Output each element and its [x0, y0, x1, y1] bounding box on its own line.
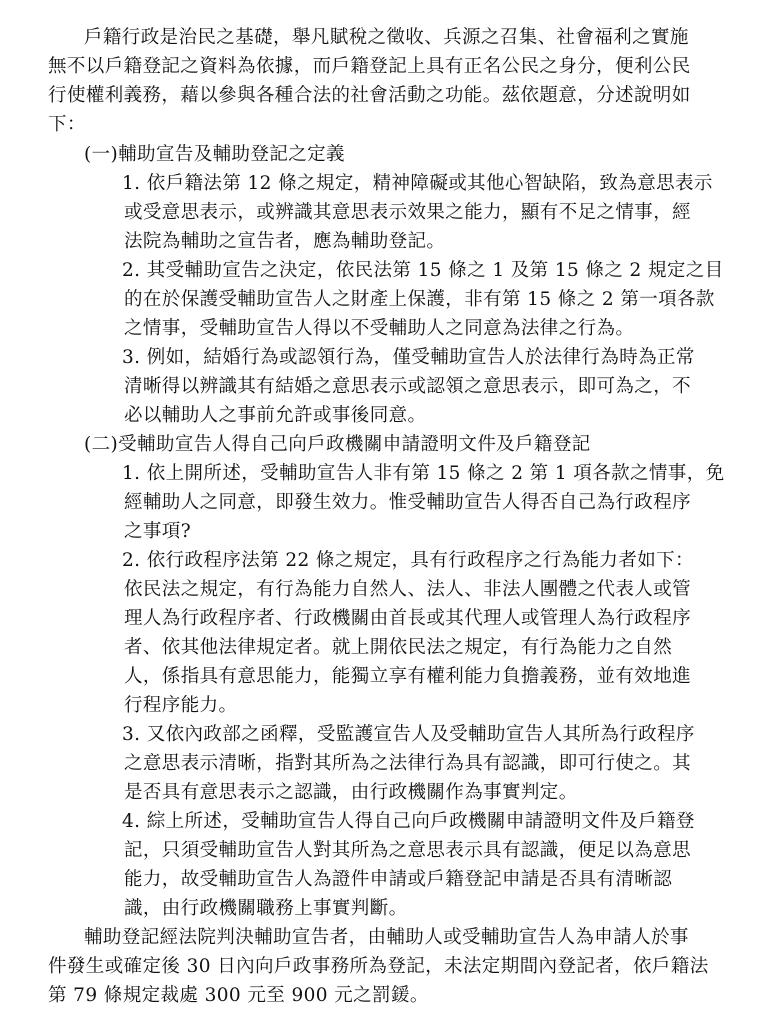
section-1-heading: (一)輔助宣告及輔助登記之定義: [84, 144, 345, 165]
s2-item-1-line-2: 經輔助人之同意，即發生效力。惟受輔助宣告人得否自己為行政程序: [124, 492, 692, 513]
s1-item-2-line-1: 2. 其受輔助宣告之決定，依民法第 15 條之 1 及第 15 條之 2 規定之目: [122, 260, 724, 281]
s2-item-3-line-3: 是否具有意思表示之認識，由行政機關作為事實判定。: [124, 782, 578, 803]
intro-line-3: 行使權利義務，藉以參與各種合法的社會活動之功能。茲依題意，分述說明如: [48, 85, 691, 106]
closing-line-1: 輔助登記經法院判決輔助宣告者，由輔助人或受輔助宣告人為申請人於事: [84, 927, 689, 948]
s1-item-1-line-3: 法院為輔助之宣告者，應為輔助登記。: [124, 231, 446, 252]
s2-item-1-line-3: 之事項?: [124, 521, 192, 542]
s2-item-4-line-1: 4. 綜上所述，受輔助宣告人得自己向戶政機關申請證明文件及戶籍登: [122, 811, 695, 832]
s2-item-2-line-1: 2. 依行政程序法第 22 條之規定，具有行政程序之行為能力者如下：: [122, 550, 694, 571]
section-2-heading: (二)受輔助宣告人得自己向戶政機關申請證明文件及戶籍登記: [84, 434, 591, 455]
intro-line-2: 無不以戶籍登記之資料為依據，而戶籍登記上具有正名公民之身分，便利公民: [48, 56, 691, 77]
intro-line-1: 戶籍行政是治民之基礎，舉凡賦稅之徵收、兵源之召集、社會福利之實施: [84, 27, 689, 48]
intro-line-4: 下：: [48, 114, 86, 135]
s1-item-1-line-1: 1. 依戶籍法第 12 條之規定，精神障礙或其他心智缺陷，致為意思表示: [122, 173, 713, 194]
s1-item-3-line-1: 3. 例如，結婚行為或認領行為，僅受輔助宣告人於法律行為時為正常: [122, 347, 695, 368]
s1-item-3-line-2: 清晰得以辨識其有結婚之意思表示或認領之意思表示，即可為之，不: [124, 376, 692, 397]
s2-item-2-line-4: 者、依其他法律規定者。就上開依民法之規定，有行為能力之自然: [124, 637, 673, 658]
s1-item-2-line-3: 之情事，受輔助宣告人得以不受輔助人之同意為法律之行為。: [124, 318, 635, 339]
s1-item-2-line-2: 的在於保護受輔助宣告人之財產上保護，非有第 15 條之 2 第一項各款: [124, 289, 715, 310]
s2-item-2-line-3: 理人為行政程序者、行政機關由首長或其代理人或管理人為行政程序: [124, 608, 692, 629]
s2-item-4-line-4: 識，由行政機關職務上事實判斷。: [124, 898, 408, 919]
s2-item-4-line-2: 記，只須受輔助宣告人對其所為之意思表示具有認識，便足以為意思: [124, 840, 692, 861]
s2-item-2-line-2: 依民法之規定，有行為能力自然人、法人、非法人團體之代表人或管: [124, 579, 692, 600]
s1-item-3-line-3: 必以輔助人之事前允許或事後同意。: [124, 405, 427, 426]
s2-item-2-line-6: 行程序能力。: [124, 695, 238, 716]
s2-item-4-line-3: 能力，故受輔助宣告人為證件申請或戶籍登記申請是否具有清晰認: [124, 869, 673, 890]
s2-item-2-line-5: 人，係指具有意思能力，能獨立享有權利能力負擔義務，並有效地進: [124, 666, 692, 687]
s1-item-1-line-2: 或受意思表示，或辨識其意思表示效果之能力，顯有不足之情事，經: [124, 202, 692, 223]
s2-item-3-line-2: 之意思表示清晰，指對其所為之法律行為具有認識，即可行使之。其: [124, 753, 692, 774]
closing-line-3: 第 79 條規定裁處 300 元至 900 元之罰鍰。: [48, 985, 429, 1006]
s2-item-3-line-1: 3. 又依內政部之函釋，受監護宣告人及受輔助宣告人其所為行政程序: [122, 724, 695, 745]
closing-line-2: 件發生或確定後 30 日內向戶政事務所為登記，未法定期間內登記者，依戶籍法: [48, 956, 709, 977]
s2-item-1-line-1: 1. 依上開所述，受輔助宣告人非有第 15 條之 2 第 1 項各款之情事，免: [122, 463, 725, 484]
